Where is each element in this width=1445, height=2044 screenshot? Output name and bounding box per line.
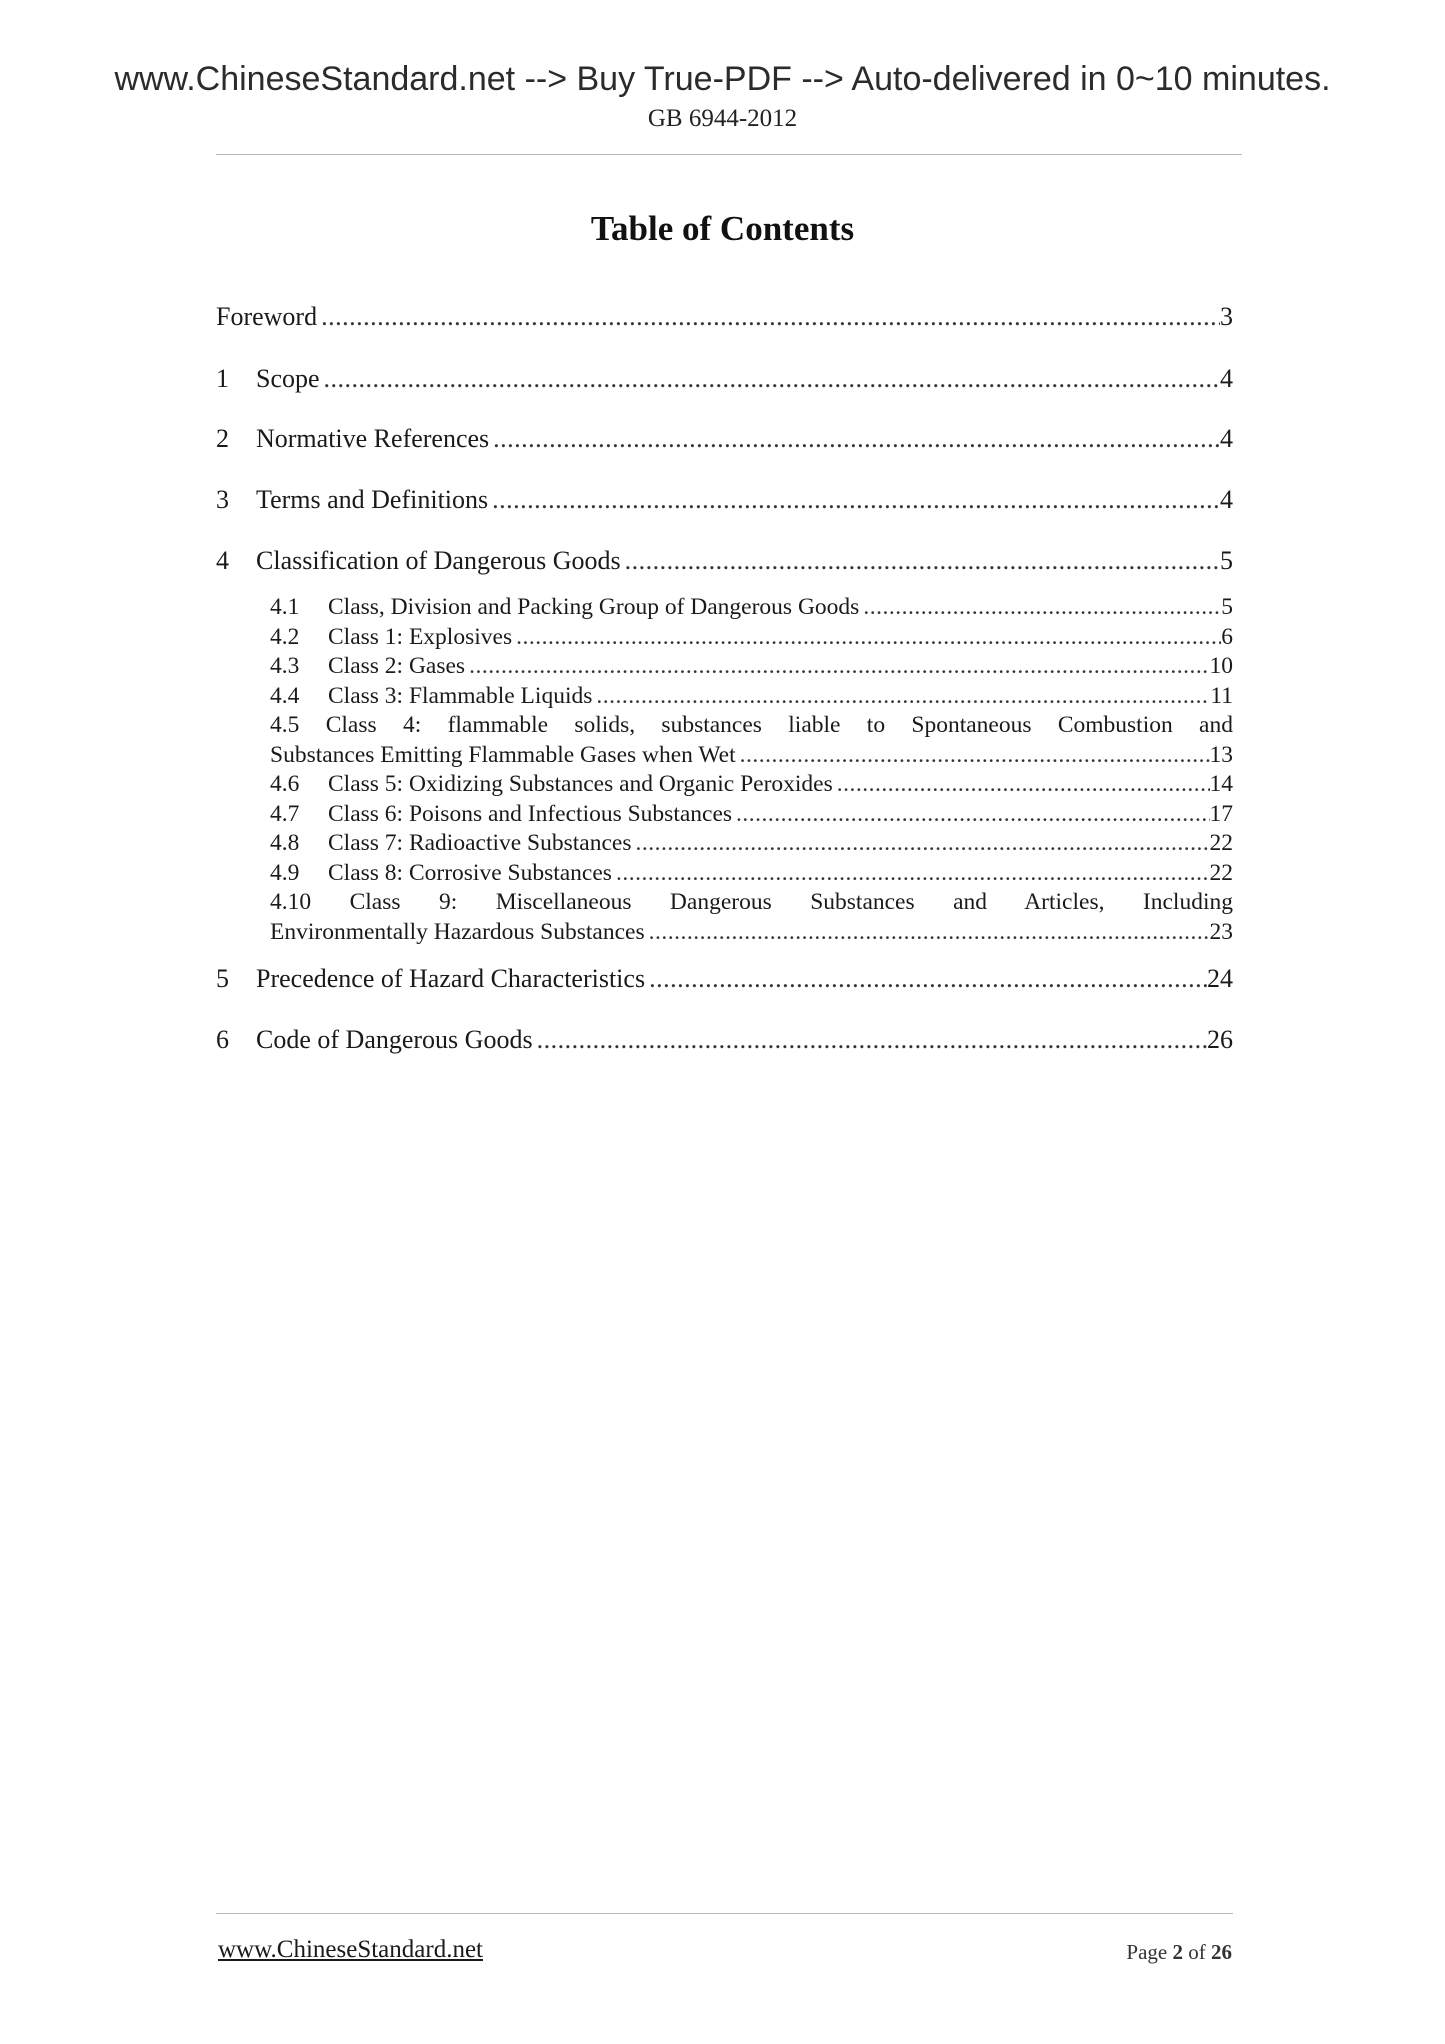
toc-entry-4-5-line1[interactable]: [270, 711, 1233, 740]
toc-entry-page: 5: [1221, 594, 1233, 620]
toc-entry-page: 23: [1209, 919, 1233, 945]
toc-entry-scope[interactable]: [216, 362, 1233, 396]
toc-entry-label: Foreword: [216, 302, 318, 331]
toc-entry-4-2[interactable]: [270, 623, 1233, 652]
toc-entry-label: Classification of Dangerous Goods: [256, 546, 621, 575]
header-divider: [216, 154, 1242, 155]
toc-entry-number: 1: [216, 364, 229, 393]
toc-entry-page: 4: [1220, 364, 1233, 393]
toc-entry-page: 6: [1221, 624, 1233, 650]
toc-entry-number: 4.3: [270, 653, 300, 679]
toc-entry-4-8[interactable]: [270, 829, 1233, 858]
toc-entry-page: 4: [1220, 485, 1233, 514]
toc-entry-foreword[interactable]: [216, 300, 1233, 334]
toc-entry-number: 4.7: [270, 801, 300, 827]
toc-entry-label: Class 4: flammable solids, substances liable to Spontaneous Combustion and: [325, 712, 1233, 738]
toc-entry-precedence[interactable]: [216, 962, 1233, 996]
dot-leader: [489, 422, 1220, 456]
toc-entry-number: 4.6: [270, 771, 300, 797]
toc-title: Table of Contents: [590, 209, 855, 248]
dot-leader: [621, 544, 1220, 578]
toc-entry-page: 22: [1209, 830, 1233, 856]
toc-entry-label: Class 6: Poisons and Infectious Substances: [328, 801, 733, 827]
footer-website-link[interactable]: www.ChineseStandard.net: [218, 1936, 483, 1963]
toc-entry-4-7[interactable]: [270, 800, 1233, 829]
toc-entry-label: Class 2: Gases: [328, 653, 466, 679]
dot-leader: [645, 918, 1210, 947]
toc-entry-page: 11: [1210, 683, 1233, 709]
toc-entry-terms-definitions[interactable]: [216, 483, 1233, 517]
standard-code: GB 6944-2012: [647, 105, 798, 132]
toc-entry-label: Class 3: Flammable Liquids: [328, 683, 593, 709]
dot-leader: [592, 682, 1210, 711]
dot-leader: [488, 483, 1220, 517]
dot-leader: [859, 593, 1221, 622]
dot-leader: [612, 859, 1210, 888]
toc-entry-label: Class 9: Miscellaneous Dangerous Substances and Articles, Including: [349, 889, 1233, 915]
toc-entry-4-6[interactable]: [270, 770, 1233, 799]
toc-entry-page: 4: [1220, 424, 1233, 453]
toc-entry-label: Scope: [256, 364, 320, 393]
toc-entry-classification[interactable]: [216, 544, 1233, 578]
page-current: 2: [1172, 1940, 1183, 1964]
toc-entry-number: 4.4: [270, 683, 300, 709]
dot-leader: [632, 829, 1210, 858]
dot-leader: [645, 962, 1207, 996]
toc-entry-label: Class, Division and Packing Group of Dangerous Goods: [328, 594, 860, 620]
toc-entry-number: 4.1: [270, 594, 300, 620]
toc-entry-4-3[interactable]: [270, 652, 1233, 681]
toc-entry-4-10-line2[interactable]: [270, 918, 1233, 947]
dot-leader: [465, 652, 1209, 681]
toc-entry-label: Class 5: Oxidizing Substances and Organic Peroxides: [328, 771, 833, 797]
toc-entry-code[interactable]: [216, 1023, 1233, 1057]
toc-entry-4-4[interactable]: [270, 682, 1233, 711]
toc-entry-4-5-line2[interactable]: [270, 741, 1233, 770]
toc-entry-number: 4: [216, 546, 229, 575]
page-indicator: [1126, 1937, 1232, 1967]
toc-entry-page: 13: [1209, 742, 1233, 768]
toc-entry-page: 3: [1220, 302, 1233, 331]
toc-entry-page: 17: [1209, 801, 1233, 827]
toc-entry-page: 14: [1209, 771, 1233, 797]
toc-entry-label: Substances Emitting Flammable Gases when Wet: [270, 742, 736, 768]
toc-entry-page: 10: [1209, 653, 1233, 679]
page-of: of: [1188, 1940, 1206, 1964]
toc-entry-4-1[interactable]: [270, 593, 1233, 622]
toc-entry-number: 4.5: [270, 712, 300, 738]
toc-entry-page: 26: [1207, 1025, 1233, 1054]
footer-divider: [216, 1913, 1233, 1914]
toc-entry-label: Normative References: [256, 424, 490, 453]
toc-entry-number: 4.10: [270, 889, 312, 915]
toc-entry-label: Class 7: Radioactive Substances: [328, 830, 632, 856]
toc-entry-label: Code of Dangerous Goods: [256, 1025, 533, 1054]
toc-entry-label: Precedence of Hazard Characteristics: [256, 964, 646, 993]
banner-text: www.ChineseStandard.net --> Buy True-PDF --> Auto-delivered in 0~10 minutes.: [114, 60, 1331, 98]
dot-leader: [833, 770, 1210, 799]
toc-entry-label: Class 8: Corrosive Substances: [328, 860, 612, 886]
toc-entry-normative-references[interactable]: [216, 422, 1233, 456]
toc-entry-number: 6: [216, 1025, 229, 1054]
page-total: 26: [1211, 1940, 1232, 1964]
toc-entry-number: 4.2: [270, 624, 300, 650]
dot-leader: [512, 623, 1221, 652]
toc-entry-label: Class 1: Explosives: [328, 624, 513, 650]
toc-entry-number: 4.8: [270, 830, 300, 856]
dot-leader: [317, 300, 1220, 334]
toc-entry-number: 2: [216, 424, 229, 453]
toc-entry-4-10-line1[interactable]: [270, 888, 1233, 917]
toc-entry-label: Terms and Definitions: [256, 485, 489, 514]
dot-leader: [320, 362, 1220, 396]
dot-leader: [533, 1023, 1207, 1057]
toc-entry-4-9[interactable]: [270, 859, 1233, 888]
toc-entry-number: 5: [216, 964, 229, 993]
toc-entry-page: 24: [1207, 964, 1233, 993]
dot-leader: [732, 800, 1209, 829]
toc-entry-page: 5: [1220, 546, 1233, 575]
toc-entry-label: Environmentally Hazardous Substances: [270, 919, 645, 945]
toc-entry-number: 3: [216, 485, 229, 514]
toc-entry-page: 22: [1209, 860, 1233, 886]
dot-leader: [736, 741, 1210, 770]
toc-entry-number: 4.9: [270, 860, 300, 886]
page-prefix: Page: [1126, 1940, 1168, 1964]
